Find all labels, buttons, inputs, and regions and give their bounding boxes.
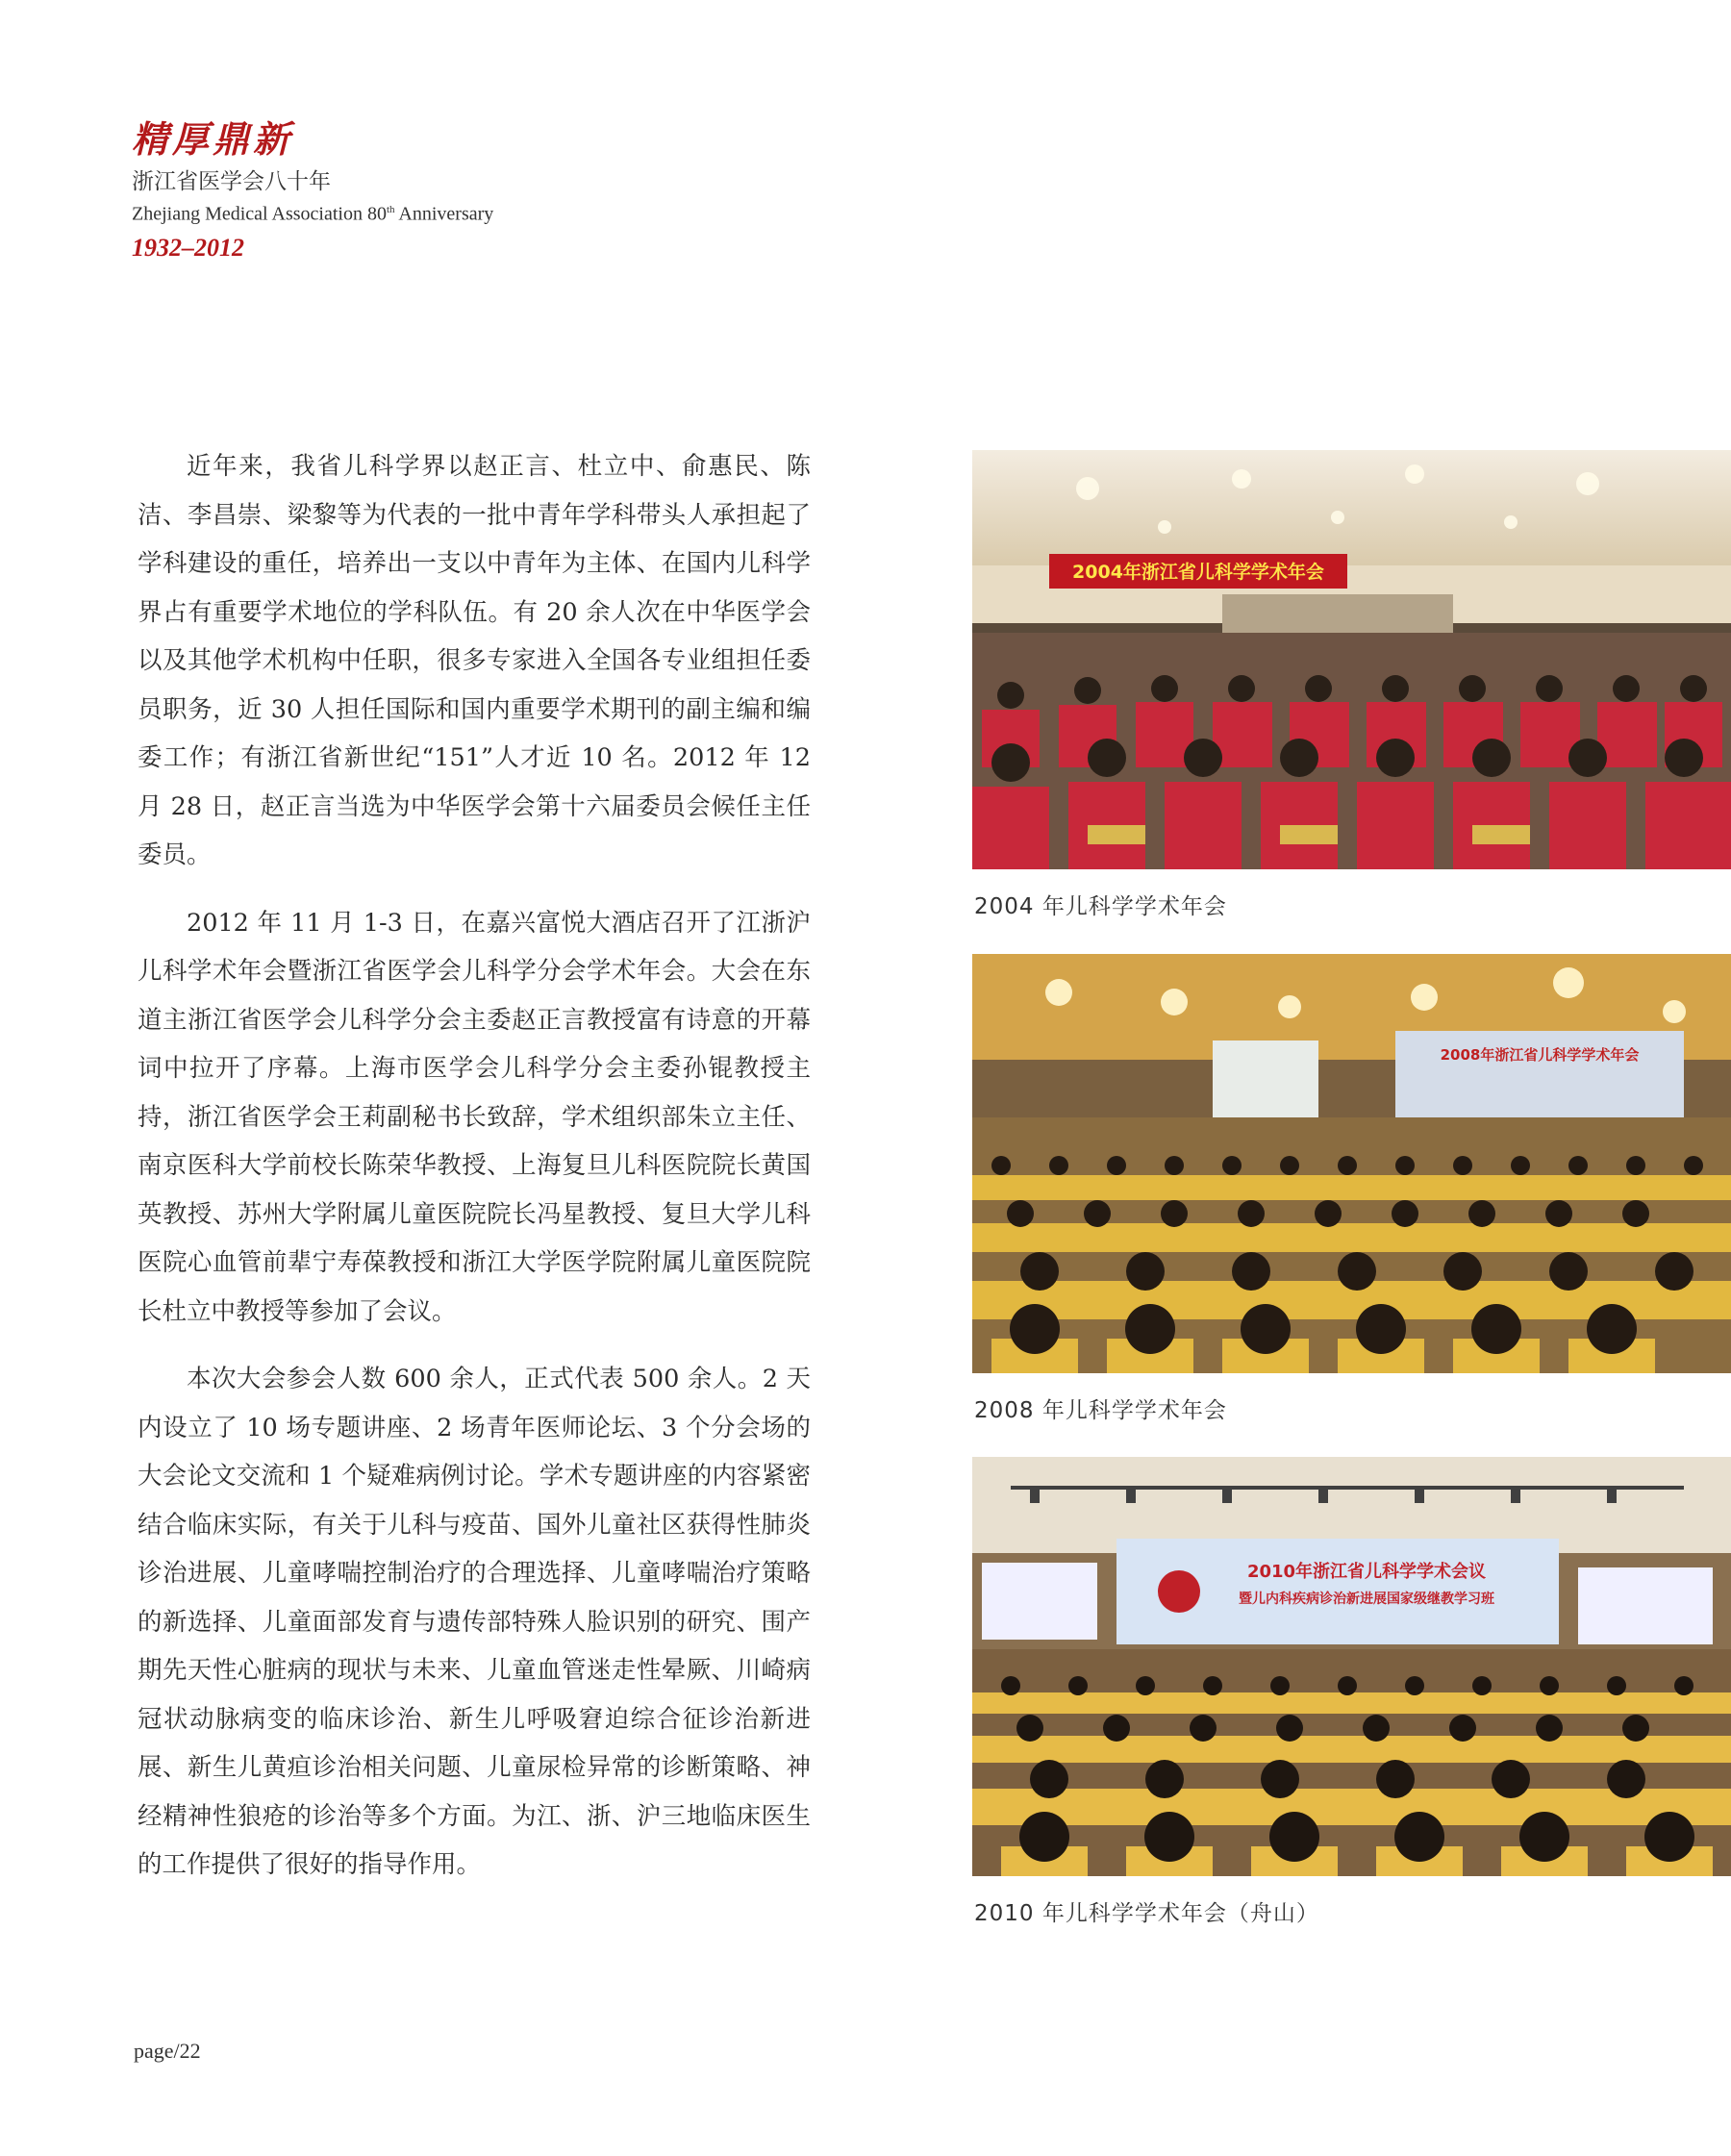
conference-banner bbox=[1395, 1031, 1684, 1117]
audience-red-chairs bbox=[972, 633, 1731, 869]
motto-logo: 精厚鼎新 bbox=[132, 117, 294, 161]
association-name-cn: 浙江省医学会八十年 bbox=[132, 169, 331, 194]
banner-text: 2004年浙江省儿科学学术年会 bbox=[1072, 562, 1324, 583]
article-body bbox=[138, 442, 811, 1909]
paragraph: 本次大会参会人数 600 余人，正式代表 500 余人。2 天内设立了 10 场专题讲座、2 场青年医师论坛、3 个分会场的大会论文交流和 1 个疑难病例讨论。学术专题讲座的内容紧密结合临床实际，有关于儿科与疫苗、国外儿童社区获得性肺炎诊治进展、儿童哮喘控制治疗的合理选择、儿童哮喘治疗策略的新选择、儿童面部发育与遗传部特殊人脸识别的研究、围产期先天性心脏病的现状与未来、儿童血管迷走性晕厥、川崎病冠状动脉病变的临床诊治、新生儿呼吸窘迫综合征诊治新进展、新生儿黄疸诊治相关问题、儿童尿检异常的诊断策略、神经精神性狼疮的诊治等多个方面。为江、浙、沪三地临床医生的工作提供了很好的指导作用。 bbox=[138, 1365, 811, 1879]
photo-2004-conference bbox=[972, 450, 1731, 869]
audience-yellow-chairs bbox=[972, 1649, 1731, 1876]
page-header bbox=[132, 117, 493, 263]
audience-yellow-chairs bbox=[972, 1117, 1731, 1373]
year-range: 1932–2012 bbox=[132, 233, 244, 262]
banner-subtext: 暨儿内科疾病诊治新进展国家级继教学习班 bbox=[1239, 1592, 1494, 1607]
photo-caption: 2008 年儿科学学术年会 bbox=[974, 1398, 1227, 1423]
photo-2010-conference bbox=[972, 1457, 1731, 1876]
photo-caption: 2004 年儿科学学术年会 bbox=[974, 894, 1227, 919]
photo-2008-conference bbox=[972, 954, 1731, 1373]
banner-text: 2010年浙江省儿科学学术会议 bbox=[1246, 1562, 1487, 1582]
photo-caption: 2010 年儿科学学术年会（舟山） bbox=[974, 1901, 1319, 1926]
banner-text: 2008年浙江省儿科学学术年会 bbox=[1440, 1046, 1640, 1064]
paragraph: 2012 年 11 月 1-3 日，在嘉兴富悦大酒店召开了江浙沪儿科学术年会暨浙江省医学会儿科学分会学术年会。大会在东道主浙江省医学会儿科学分会主委赵正言教授富有诗意的开幕词中拉开了序幕。上海市医学会儿科学分会主委孙锟教授主持，浙江省医学会王莉副秘书长致辞，学术组织部朱立主任、南京医科大学前校长陈荣华教授、上海复旦儿科医院院长黄国英教授、苏州大学附属儿童医院院长冯星教授、复旦大学儿科医院心血管前辈宁寿葆教授和浙江大学医学院附属儿童医院院长杜立中教授等参加了会议。 bbox=[138, 908, 811, 1326]
paragraph: 近年来，我省儿科学界以赵正言、杜立中、俞惠民、陈洁、李昌崇、梁黎等为代表的一批中青年学科带头人承担起了学科建设的重任，培养出一支以中青年为主体、在国内儿科学界占有重要学术地位的学科队伍。有 20 余人次在中华医学会以及其他学术机构中任职，很多专家进入全国各专业组担任委员职务，近 30 人担任国际和国内重要学术期刊的副主编和编委工作；有浙江省新世纪“151”人才近 10 名。2012 年 12 月 28 日，赵正言当选为中华医学会第十六届委员会候任主任委员。 bbox=[138, 452, 811, 869]
association-name-en: Zhejiang Medical Association 80th Anniversary bbox=[132, 203, 494, 225]
page-number: page/22 bbox=[134, 2039, 201, 2063]
